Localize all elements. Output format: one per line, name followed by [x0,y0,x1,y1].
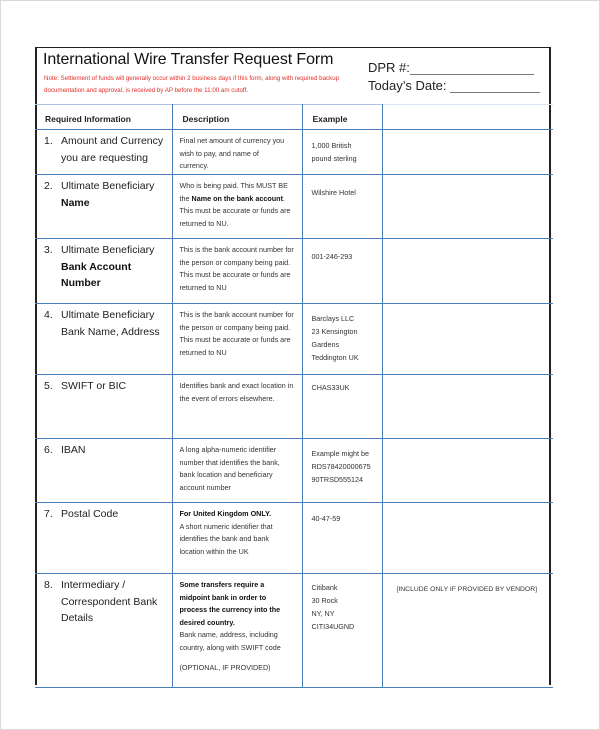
description-part: . This must be accurate or funds are returned to NU. [179,193,291,228]
item-label-part: Name [61,196,90,209]
settlement-note: Note: Settlement of funds will generally occur within 2 business days if this form, along with required backup documentation and approval, is received by AP before the 11:00 am cutoff. [44,75,340,94]
description-cell [172,503,302,574]
description-text [173,130,302,173]
vendor-note [383,503,554,515]
example-line: 001-246-293 [311,252,353,261]
form-header [37,48,549,104]
table-row [35,239,553,304]
item-number: 6. [44,444,53,456]
required-info-cell [35,375,172,439]
example-cell [302,375,382,439]
description-line: Final net amount of currency you wish to pay, and name of currency. [179,136,285,170]
description-text [173,304,302,359]
notes-cell[interactable] [382,239,553,304]
item-label [61,577,168,627]
item-label [61,307,168,340]
vendor-note [383,439,554,451]
item-number: 7. [44,508,53,520]
form-title: International Wire Transfer Request Form [43,51,334,68]
description-part: Name on the bank account [191,193,283,203]
wire-transfer-form [35,47,551,685]
description-line: (OPTIONAL, IF PROVIDED) [179,663,271,672]
required-info-cell [35,130,172,175]
item-label-part: Postal Code [61,508,119,520]
example-line: NY, NY [311,609,335,618]
description-text [173,503,302,558]
description-line: This is the bank account number for the person or company being paid. This must be accurate or funds are returned to NU [179,310,294,357]
requirements-table [35,104,553,688]
example-cell [302,304,382,375]
description-line: For United Kingdom ONLY. [179,509,272,518]
example-line: 40-47-59 [311,514,341,523]
description-part: Who is being paid. This MUST BE the [179,181,288,203]
table-row [35,375,553,439]
description-cell [172,439,302,503]
example-line: Example might be [311,449,370,458]
item-label-part: Bank Account Number [61,260,132,289]
example-line: 23 Kensington [311,327,358,336]
dpr-input-line[interactable] [410,62,534,75]
item-number: 3. [44,244,53,256]
description-text [173,375,302,405]
description-line: A long alpha-numeric identifier number that identifies the bank, bank location and beneficiary account number [179,445,280,492]
notes-cell[interactable] [382,304,553,375]
example-cell [302,175,382,239]
required-info-cell [35,304,172,375]
table-row [35,439,553,503]
notes-cell[interactable] [382,439,553,503]
example-line: 90TRSD555124 [311,475,364,484]
header-example: Example [302,105,382,130]
table-row [35,175,553,239]
description-line: A short numeric identifier that identifies the bank and bank location within the UK [179,521,273,556]
description-cell [172,175,302,239]
vendor-note [383,130,554,142]
item-label-part: Intermediary / Correspondent Bank Details [61,579,158,624]
item-number: 2. [44,180,53,192]
description-cell [172,239,302,304]
description-line: Identifies bank and exact location in the event of errors elsewhere. [179,381,294,403]
required-info-cell [35,439,172,503]
date-input-line[interactable] [450,80,540,93]
required-info-cell [35,503,172,574]
table-header-row [35,105,553,130]
example-cell [302,130,382,175]
header-description: Description [172,105,302,130]
example-line: Gardens [311,340,340,349]
date-label: Today’s Date: [368,78,447,93]
item-label [61,442,168,459]
item-label-part: IBAN [61,444,86,456]
example-line: Citibank [311,583,338,592]
example-line: pound sterling [311,154,357,163]
example-line: Wilshire Hotel [311,188,356,197]
example-line: CHAS33UK [311,383,350,392]
item-label [61,133,168,166]
description-text [173,175,302,230]
notes-cell[interactable] [382,375,553,439]
example-line: RDS78420000675 [311,462,371,471]
description-line: Bank name, address, including country, along with SWIFT code [179,630,281,652]
example-cell [302,239,382,304]
table-row [35,574,553,688]
required-info-cell [35,239,172,304]
vendor-note [383,304,554,316]
description-text [173,439,302,494]
dpr-field[interactable] [368,60,534,75]
table-row [35,130,553,175]
item-number: 5. [44,380,53,392]
example-line: 1,000 British [311,141,352,150]
description-cell [172,375,302,439]
item-label [61,506,168,523]
description-text [173,239,302,294]
example-line: Teddington UK [311,353,359,362]
item-label [61,242,168,292]
required-info-cell [35,574,172,688]
item-label-part: Ultimate Beneficiary [61,180,155,192]
example-line: 30 Rock [311,596,338,605]
notes-cell[interactable] [382,574,553,688]
description-line: Some transfers require a midpoint bank in order to process the currency into the desired country. [179,580,281,627]
table-row [35,304,553,375]
vendor-note [383,239,554,251]
notes-cell[interactable] [382,175,553,239]
required-info-cell [35,175,172,239]
description-cell [172,304,302,375]
item-number: 4. [44,309,53,321]
example-line: Barclays LLC [311,314,355,323]
vendor-note [383,175,554,187]
example-cell [302,439,382,503]
item-label [61,178,168,211]
example-line: CITI34UGND [311,622,355,631]
item-label-part: SWIFT or BIC [61,380,127,392]
notes-cell[interactable] [382,503,553,574]
date-field[interactable] [368,78,540,93]
description-cell [172,130,302,175]
description-text [173,574,302,675]
header-required-information: Required Information [35,105,172,130]
table-row [35,503,553,574]
description-line: This is the bank account number for the person or company being paid. This must be accurate or funds are returned to NU [179,245,294,292]
example-cell [302,574,382,688]
example-cell [302,503,382,574]
item-number: 1. [44,135,53,147]
item-label-part: Amount and Currency you are requesting [61,135,164,164]
item-label-part: Ultimate Beneficiary Bank Name, Address [61,309,160,338]
notes-cell[interactable] [382,130,553,175]
item-label [61,378,168,395]
item-label-part: Ultimate Beneficiary [61,244,155,256]
vendor-note: [INCLUDE ONLY IF PROVIDED BY VENDOR] [396,586,538,593]
vendor-note [383,375,554,387]
header-blank [382,105,553,130]
description-cell [172,574,302,688]
dpr-label: DPR #: [368,60,410,75]
item-number: 8. [44,579,53,591]
